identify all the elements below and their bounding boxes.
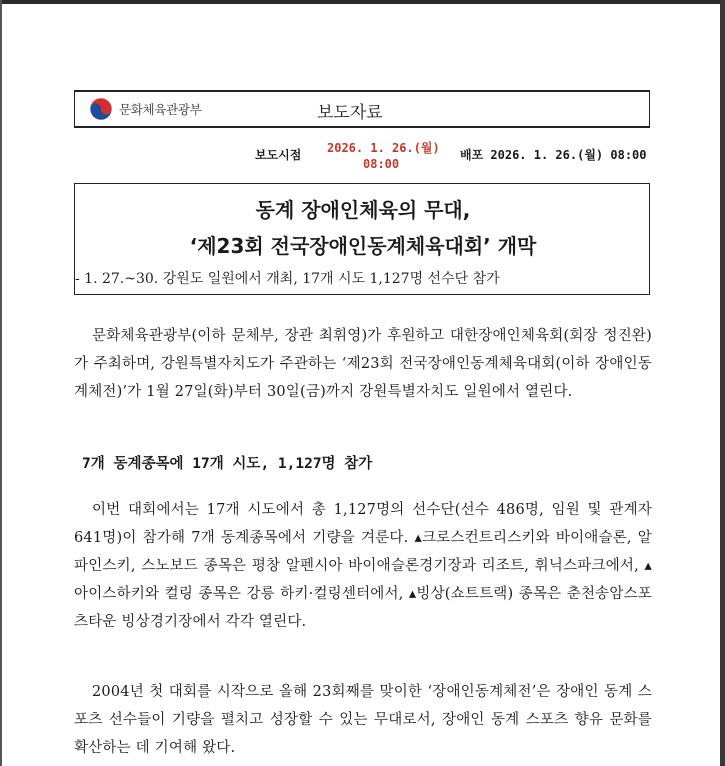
headline-line2: ‘제23회 전국장애인동계체육대회’ 개막 — [189, 234, 537, 258]
body-paragraph-1: 문화체육관광부(이하 문체부, 장관 최휘영)가 후원하고 대한장애인체육회(회장 정진완)가 주최하며, 강원특별자치도가 주관하는 ‘제23회 전국장애인동계체육대회(이하 장애인동계체전)’가 1월 27일(화)부터 30일(금)까지 강원특별자치도 일원에서 열린다. — [74, 328, 652, 400]
taegeuk-logo-icon — [89, 97, 113, 121]
headline-line1: 동계 장애인체육의 무대, — [255, 198, 471, 222]
release-label: 보도시점 — [255, 148, 302, 162]
window-left-border — [0, 0, 2, 766]
release-datetime — [327, 140, 440, 172]
subheadline: - 1. 27.~30. 강원도 일원에서 개최, 17개 시도 1,127명 선수단 참가 — [75, 271, 500, 287]
body-paragraph-2: 이번 대회에서는 17개 시도에서 총 1,127명의 선수단(선수 486명, 임원 및 관계자 641명)이 참가해 7개 동계종목에서 기량을 겨룬다. ▴크로스컨트리스키와 바이애슬론, 알파인스키, 스노보드 종목은 평창 알펜시아 바이애슬론경기장과 리조트, 휘닉스파크에서, ▴아이스하키와 컬링 종목은 강릉 하키·컬링센터에서, ▴빙상(쇼트트랙) 종목은 춘천송암스포츠타운 빙상경기장에서 각각 열린다. — [74, 502, 652, 630]
release-time: 08:00 — [363, 157, 400, 171]
section-heading: 7개 동계종목에 17개 시도, 1,127명 참가 — [82, 456, 373, 472]
ministry-logo — [89, 97, 201, 121]
body-paragraph-3: 2004년 첫 대회를 시작으로 올해 23회째를 맞이한 ‘장애인동계체전’은 장애인 동계 스포츠 선수들이 기량을 펼치고 성장할 수 있는 무대로서, 장애인 동계 스포츠 향유 문화를 확산하는 데 기여해 왔다. — [74, 684, 652, 756]
release-date: 2026. 1. 26.(월) — [327, 141, 440, 155]
doc-type-title: 보도자료 — [317, 103, 383, 123]
distribution-date: 배포 2026. 1. 26.(월) 08:00 — [460, 148, 647, 162]
window-right-border — [720, 0, 725, 766]
press-header — [74, 90, 650, 128]
headline-box — [74, 183, 650, 295]
ministry-name: 문화체육관광부 — [119, 102, 202, 117]
window-top-border — [0, 0, 725, 4]
